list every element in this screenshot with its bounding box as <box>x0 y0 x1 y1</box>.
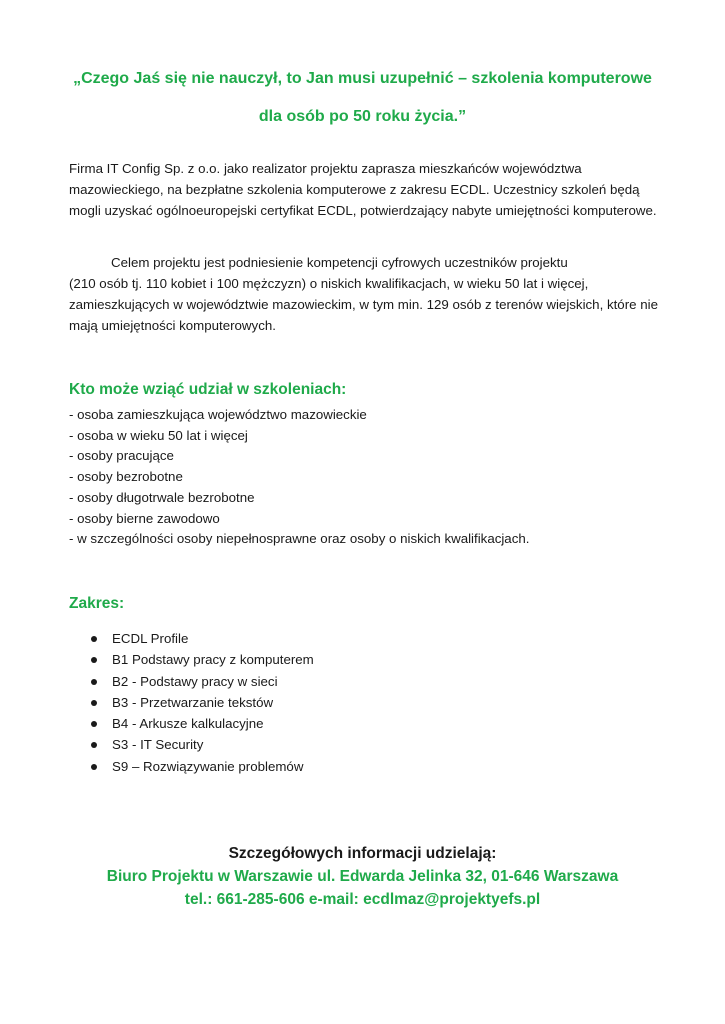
who-list-item: - osoby długotrwale bezrobotne <box>69 489 255 505</box>
who-heading: Kto może wziąć udział w szkoleniach: <box>69 381 347 398</box>
contact-heading: Szczegółowych informacji udzielają: <box>228 845 497 862</box>
range-list-item <box>88 649 314 670</box>
who-list-item: - osoba zamieszkująca województwo mazowieckie <box>69 407 367 422</box>
bullet-icon <box>91 657 97 663</box>
who-list-item: - osoby bezrobotne <box>69 469 183 485</box>
bullet-icon <box>91 721 97 727</box>
goal-paragraph <box>69 252 669 336</box>
range-list-item <box>88 734 314 755</box>
goal-paragraph-rest: (210 osób tj. 110 kobiet i 100 mężczyzn) o niskich kwalifikacjach, w wieku 50 lat i więcej, zamieszkujących w województwie mazowieckim, w tym min. 129 osób z terenów wiejskich, które nie mają umiejętności komputerowych. <box>69 276 658 333</box>
document-title-line-2: dla osób po 50 roku życia.” <box>258 108 467 125</box>
range-list-item <box>88 671 314 692</box>
who-list-item: - osoba w wieku 50 lat i więcej <box>69 427 248 443</box>
who-list-item: - w szczególności osoby niepełnosprawne oraz osoby o niskich kwalifikacjach. <box>69 531 530 547</box>
range-list <box>88 628 314 777</box>
bullet-icon <box>91 742 97 748</box>
intro-paragraph: Firma IT Config Sp. z o.o. jako realizator projektu zaprasza mieszkańców województwa mazowieckiego, na bezpłatne szkolenia komputerowe z zakresu ECDL. Uczestnicy szkoleń będą mogli uzyskać ogólnoeuropejski certyfikat ECDL, potwierdzający nabyte umiejętności komputerowe. <box>69 161 657 218</box>
bullet-icon <box>91 764 97 770</box>
who-list-item: - osoby pracujące <box>69 448 174 464</box>
goal-paragraph-first-line: Celem projektu jest podniesienie kompetencji cyfrowych uczestników projektu <box>111 255 568 270</box>
who-list <box>69 405 529 550</box>
contact-phone-email: tel.: 661-285-606 e-mail: ecdlmaz@projektyefs.pl <box>184 891 541 908</box>
range-item-label: S9 – Rozwiązywanie problemów <box>112 758 304 774</box>
range-item-label: B3 - Przetwarzanie tekstów <box>112 694 274 710</box>
range-list-item <box>88 628 314 649</box>
bullet-icon <box>91 636 97 642</box>
range-list-item <box>88 713 314 734</box>
bullet-icon <box>91 700 97 706</box>
range-item-label: S3 - IT Security <box>112 737 204 753</box>
range-list-item <box>88 692 314 713</box>
range-heading: Zakres: <box>69 595 125 612</box>
range-item-label: B1 Podstawy pracy z komputerem <box>112 652 314 668</box>
range-item-label: ECDL Profile <box>112 631 189 646</box>
bullet-icon <box>91 679 97 685</box>
who-list-item: - osoby bierne zawodowo <box>69 510 220 526</box>
contact-address: Biuro Projektu w Warszawie ul. Edwarda Jelinka 32, 01-646 Warszawa <box>106 868 619 885</box>
range-item-label: B4 - Arkusze kalkulacyjne <box>112 716 264 732</box>
range-item-label: B2 - Podstawy pracy w sieci <box>112 673 278 689</box>
document-title-line-1: „Czego Jaś się nie nauczył, to Jan musi uzupełnić – szkolenia komputerowe <box>73 70 652 87</box>
range-list-item <box>88 756 314 777</box>
